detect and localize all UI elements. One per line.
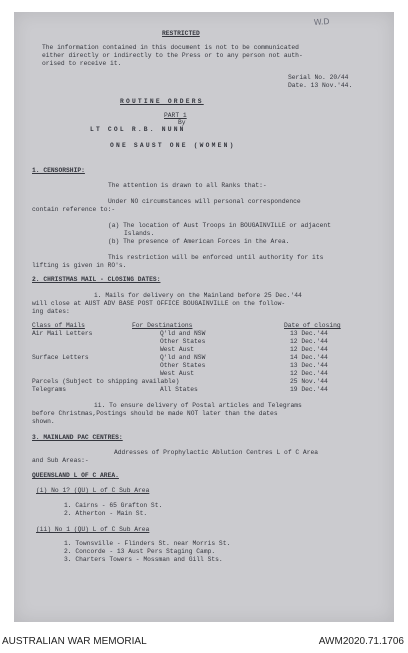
column-header: For Destinations [132, 322, 193, 329]
unit-name: ONE SAUST ONE (WOMEN) [110, 142, 236, 149]
paragraph-line: contain reference to:- [32, 206, 116, 213]
address-item: 2. Atherton - Main St. [64, 510, 148, 517]
table-cell: Air Mail Letters [32, 330, 93, 337]
table-cell: 14 Dec.'44 [290, 354, 328, 361]
section-heading: 2. CHRISTMAS MAIL - CLOSING DATES: [32, 276, 161, 283]
table-cell: Surface Letters [32, 354, 89, 361]
table-cell: West Aust [160, 370, 195, 377]
table-cell: West Aust [160, 346, 195, 353]
table-cell: Parcels (Subject to shipping available) [32, 378, 180, 385]
notice-line: The information contained in this document is not to be communicated [42, 44, 299, 51]
paragraph-line: shown. [32, 418, 55, 425]
officer-name: LT COL R.B. NUNN [90, 126, 186, 133]
paragraph-line: Addresses of Prophylactic Ablution Centres L of C Area [114, 449, 319, 456]
section-heading: 1. CENSORSHIP: [32, 167, 85, 174]
paragraph-line: before Christmas,Postings should be made NOT later than the dates [32, 410, 278, 417]
table-cell: Telegrams [32, 386, 67, 393]
archive-footer [0, 630, 408, 653]
sub-heading: QUEENSLAND L OF C AREA. [32, 472, 119, 479]
table-cell: Q'ld and NSW [160, 354, 206, 361]
table-cell: 12 Dec.'44 [290, 338, 328, 345]
archive-reference: AWM2020.71.1706 [318, 636, 404, 647]
area-label: (i) No 1? (QU) L of C Sub Area [36, 487, 150, 494]
paragraph-line: lifting is given in RO's. [32, 262, 127, 269]
paragraph-line: (b) The presence of American Forces in the Area. [108, 238, 290, 245]
table-cell: Other States [160, 338, 206, 345]
table-cell: 12 Dec.'44 [290, 346, 328, 353]
paragraph-line: i. Mails for delivery on the Mainland before 25 Dec.'44 [94, 292, 302, 299]
order-date: Date. 13 Nov.'44. [288, 82, 353, 89]
section-heading: 3. MAINLAND PAC CENTRES: [32, 434, 123, 441]
paragraph-line: This restriction will be enforced until authority for its [108, 254, 324, 261]
table-cell: 13 Dec.'44 [290, 362, 328, 369]
column-header: Date of closing [284, 322, 341, 329]
paragraph-line: The attention is drawn to all Ranks that:- [108, 182, 267, 189]
table-cell: All States [160, 386, 198, 393]
area-label: (ii) No 1 (QU) L of C Sub Area [36, 526, 150, 533]
address-item: 1. Cairns - 65 Grafton St. [64, 502, 163, 509]
classification: RESTRICTED [162, 30, 200, 37]
table-cell: 25 Nov.'44 [290, 378, 328, 385]
address-item: 2. Concorde - 13 Aust Pers Staging Camp. [64, 548, 216, 555]
archive-source: AUSTRALIAN WAR MEMORIAL [2, 636, 147, 647]
table-cell: 13 Dec.'44 [290, 330, 328, 337]
notice-line: either directly or indirectly to the Press or to any person not auth- [42, 52, 303, 59]
paragraph-line: ing dates: [32, 308, 70, 315]
table-cell: 19 Dec.'44 [290, 386, 328, 393]
part-label: PART 1 [164, 112, 187, 119]
paragraph-line: (a) The location of Aust Troops in BOUGAINVILLE or adjacent [108, 222, 331, 229]
table-cell: 12 Dec.'44 [290, 370, 328, 377]
table-cell: Q'ld and NSW [160, 330, 206, 337]
document-page [14, 12, 394, 622]
paragraph-line: ii. To ensure delivery of Postal articles and Telegrams [94, 402, 302, 409]
paragraph-line: Islands. [124, 230, 155, 237]
table-cell: Other States [160, 362, 206, 369]
document-title: ROUTINE ORDERS [120, 98, 204, 105]
column-header: Class of Mails [32, 322, 85, 329]
paragraph-line: will close at AUST ADV BASE POST OFFICE BOUGAINVILLE on the follow- [32, 300, 286, 307]
paragraph-line: and Sub Areas:- [32, 457, 89, 464]
address-item: 3. Charters Towers - Mossman and Gill Sts. [64, 556, 223, 563]
handwritten-mark: W.D [313, 16, 330, 28]
serial-number: Serial No. 20/44 [288, 74, 349, 81]
notice-line: orised to receive it. [42, 60, 122, 67]
paragraph-line: Under NO circumstances will personal correspondence [108, 198, 301, 205]
by-label: By [178, 119, 186, 126]
address-item: 1. Townsville - Flinders St. near Morris St. [64, 540, 231, 547]
